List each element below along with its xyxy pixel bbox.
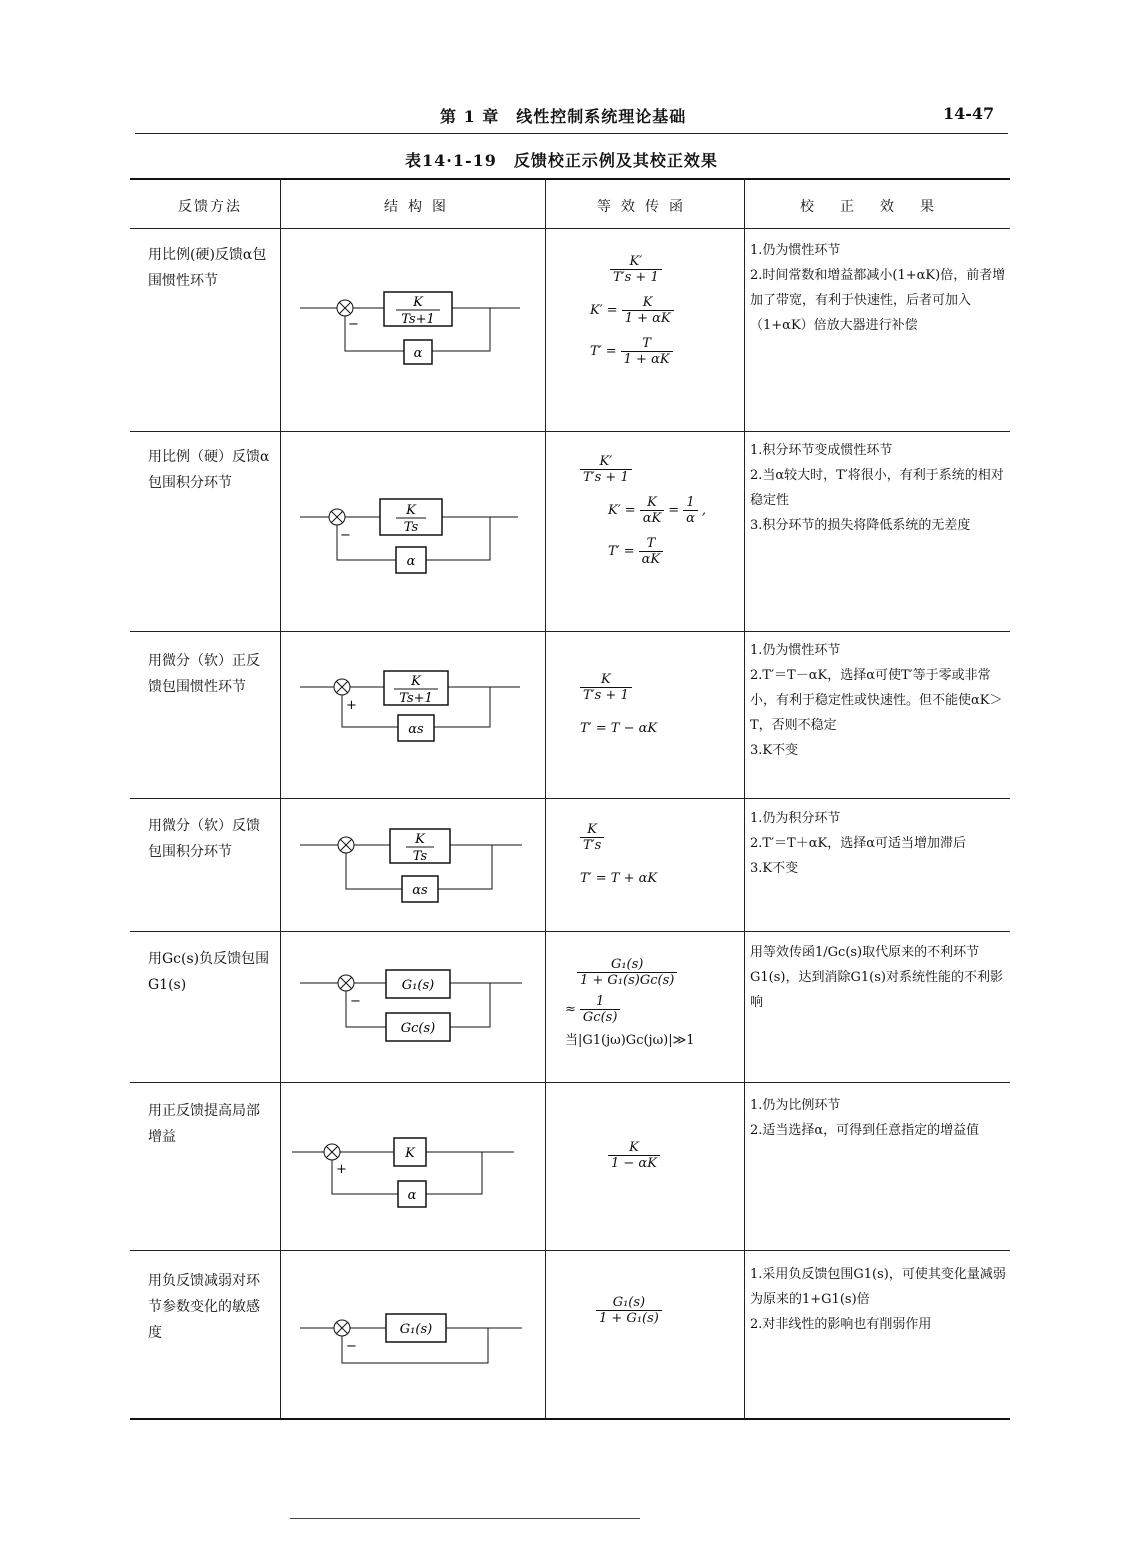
block-diagram [300, 1308, 530, 1378]
table-top-rule [130, 178, 1010, 180]
summing-sign: − [346, 1339, 357, 1354]
effect-cell: 用等效传函1/Gc(s)取代原来的不利环节G1(s)，达到消除G1(s)对系统性能的不利影响 [750, 945, 1003, 1010]
method-cell: 用Gc(s)负反馈包围G1(s) [148, 951, 270, 993]
block-diagram [292, 1132, 522, 1217]
col-header-tf: 等效传函 [597, 199, 693, 215]
effect-cell: 1.仍为比例环节 2.适当选择α，可得到任意指定的增益值 [750, 1098, 980, 1138]
row-divider [130, 631, 1010, 632]
effect-cell: 1.仍为惯性环节 2.T′＝T－αK，选择α可使T′等于零或非常小，有利于稳定性或快速性。但不能使αK＞T，否则不稳定 3.K不变 [750, 643, 1003, 758]
block-diagram [300, 288, 530, 373]
page-number: 14-47 [943, 104, 995, 123]
svg-text:K: K [415, 832, 425, 847]
col-header-method: 反馈方法 [178, 199, 242, 215]
summing-sign: + [346, 698, 357, 713]
svg-text:α: α [413, 346, 423, 361]
effect-cell: 1.仍为积分环节 2.T′＝T＋αK，选择α可适当增加滞后 3.K不变 [750, 811, 966, 876]
column-divider [545, 178, 546, 1418]
method-cell: 用正反馈提高局部增益 [148, 1103, 260, 1145]
svg-text:K: K [405, 1146, 415, 1161]
block-diagram [300, 825, 530, 910]
block-diagram [300, 963, 530, 1048]
summing-sign: − [340, 528, 351, 543]
svg-text:K: K [406, 503, 416, 518]
svg-text:α: α [407, 1188, 417, 1203]
col-header-diagram: 结构图 [384, 199, 456, 215]
tf-cell: $\frac{K'}{T's + 1}$ K′ = $\frac{K}{\alpha K}$ = $\frac{1}{\alpha}$ , T′ = $\frac{T}{\alpha K}$ [580, 454, 706, 567]
block-diagram [300, 667, 530, 752]
row-divider [130, 931, 1010, 932]
svg-text:G₁(s): G₁(s) [401, 978, 435, 993]
svg-text:Ts+1: Ts+1 [401, 312, 435, 327]
svg-text:αs: αs [408, 722, 424, 737]
table-title: 表14·1-19 反馈校正示例及其校正效果 [405, 151, 718, 170]
row-divider [130, 1250, 1010, 1251]
header-bottom-rule [130, 228, 1010, 229]
effect-cell: 1.仍为惯性环节 2.时间常数和增益都减小(1+αK)倍，前者增加了带宽，有利于快速性，后者可加入（1+αK）倍放大器进行补偿 [750, 243, 1006, 333]
tf-cell: $\frac{K'}{T's + 1}$ K′ = $\frac{K}{1 + \alpha K}$ T′ = $\frac{T}{1 + \alpha K}$ [590, 254, 674, 367]
header-rule [135, 133, 1008, 134]
svg-text:G₁(s): G₁(s) [399, 1322, 433, 1337]
method-cell: 用比例(硬)反馈α包围惯性环节 [148, 247, 267, 289]
effect-cell: 1.积分环节变成惯性环节 2.当α较大时，T′将很小，有利于系统的相对稳定性 3.积分环节的损失将降低系统的无差度 [750, 443, 1004, 533]
svg-text:Gc(s): Gc(s) [400, 1021, 436, 1036]
svg-text:Ts: Ts [412, 849, 428, 864]
column-divider [744, 178, 745, 1418]
tf-cell: $\frac{\text{G₁(s)}}{\text{1 + G₁(s)Gc(s)}}$ ≈ $\frac{1}{Gc(s)}$ 当|G1(jω)Gc(jω)|≫1 [565, 957, 695, 1048]
row-divider [130, 1082, 1010, 1083]
column-divider [280, 178, 281, 1418]
block-diagram [300, 497, 530, 582]
svg-text:Ts: Ts [403, 520, 419, 535]
method-cell: 用微分（软）反馈包围积分环节 [148, 818, 260, 860]
summing-sign: − [350, 994, 361, 1009]
tf-cell: $\frac{K}{T's}$ T′ = T + αK [580, 822, 658, 886]
svg-text:αs: αs [412, 883, 428, 898]
tf-cell: $\frac{K}{T's + 1}$ T′ = T − αK [580, 672, 658, 736]
svg-text:K: K [411, 674, 421, 689]
col-header-effect: 校正效果 [800, 199, 960, 215]
method-cell: 用微分（软）正反馈包围惯性环节 [148, 653, 260, 695]
svg-text:α: α [406, 554, 416, 569]
svg-text:Ts+1: Ts+1 [399, 691, 433, 706]
summing-sign: + [336, 1162, 347, 1177]
row-divider [130, 798, 1010, 799]
effect-cell: 1.采用负反馈包围G1(s)，可使其变化量减弱为原来的1+G1(s)倍 2.对非线性的影响也有削弱作用 [750, 1267, 1006, 1332]
table-bottom-rule [130, 1418, 1010, 1420]
tf-cell: $\frac{K}{1 - \alpha K}$ [608, 1140, 660, 1171]
svg-text:K: K [413, 295, 423, 310]
row-divider [130, 431, 1010, 432]
tf-cell: $\frac{\text{G₁(s)}}{\text{1 + G₁(s)}}$ [596, 1295, 662, 1326]
method-cell: 用比例（硬）反馈α包围积分环节 [148, 449, 270, 491]
scan-artifact-line [290, 1518, 640, 1519]
chapter-title: 第 1 章 线性控制系统理论基础 [440, 107, 687, 126]
summing-sign: − [348, 317, 359, 332]
method-cell: 用负反馈减弱对环节参数变化的敏感度 [148, 1273, 260, 1341]
